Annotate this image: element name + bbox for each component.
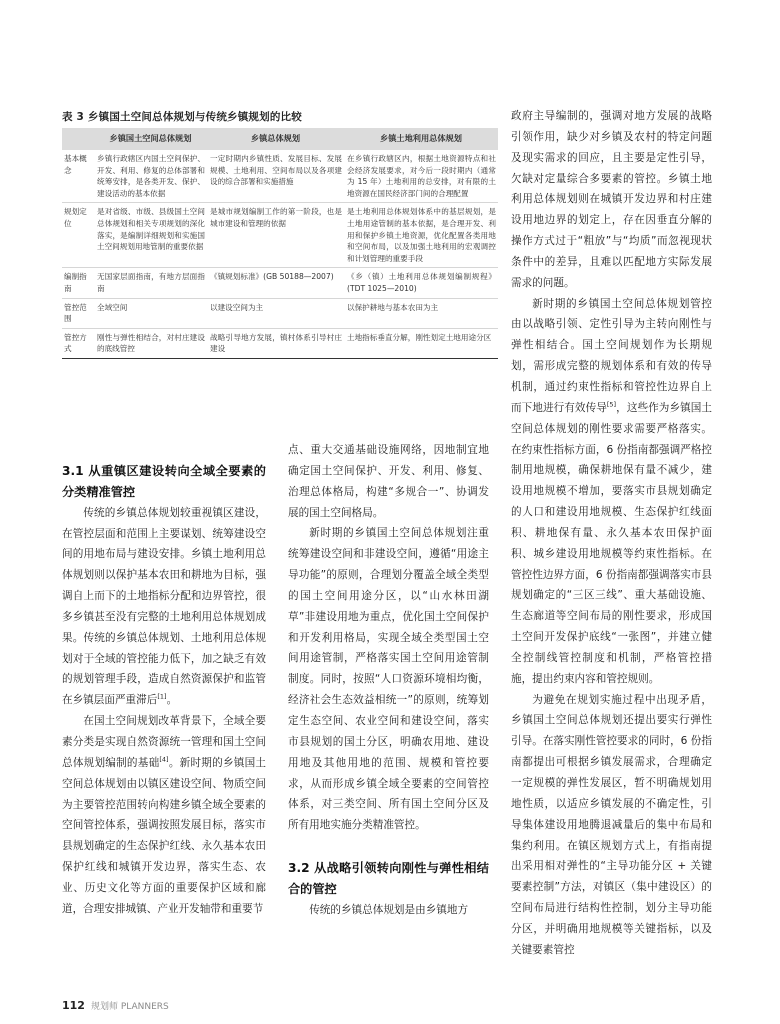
paragraph-text: ，这些作为乡镇国土空间总体规划的刚性要求需要严格落实。在约束性指标方面，6 份指南都强调严格控制用地规模，确保耕地保有量不减少，建设用地规模不增加，要落实市县规划确定的人口和建设用地规模、生态保护红线面积、耕地保有量、永久基本农田保护面积、城乡建设用地规模等约束性指标。在管控性边界方面，6 份指南都强调落实市县规划确定的“三区三线”、重大基础设施、生态廊道等空间布局的刚性要求，形成国土空间开发保护底线“一张图”，并建立健全控制线管控制度和机制，严格管控措施，提出约束内容和管控规则。 (511, 401, 712, 685)
table-cell: 以建设空间为主 (207, 298, 344, 328)
table-header-cell: 乡镇国土空间总体规划 (94, 128, 207, 150)
paragraph: 为避免在规划实施过程中出现矛盾，乡镇国土空间总体规划还提出要实行弹性引导。在落实刚性管控要求的同时，6 份指南都提出可根据乡镇发展需求，合理确定一定规模的弹性发展区，暂不明确规划用地性质，以适应乡镇发展的不确定性，引导集体建设用地腾退减量后的集中布局和集约利用。在镇区规划方式上，有指南提出采用相对弹性的“主导功能分区 + 关键要素控制”方法，对镇区（集中建设区）的空间布局进行结构性控制，划分主导功能分区，并明确用地规模等关键指标，以及关键要素管控 (511, 693, 712, 956)
citation-ref: [4] (159, 755, 169, 764)
row-label: 管控范围 (62, 298, 94, 328)
table-header-cell (62, 128, 94, 150)
table-cell: 《镇规划标准》(GB 50188—2007) (207, 268, 344, 298)
paragraph: 新时期的乡镇国土空间总体规划注重统筹建设空间和非建设空间，遵循“用途主导功能”的原则，合理划分覆盖全域全类型的国土空间用途分区，以“山水林田湖草”非建设用地为重点，优化国土空间保护和开发利用格局，实现全域全类型国土空间用途管制，严格落实国土空间用途管制制度。同时，按照“人口资源环境相均衡，经济社会生态效益相统一”的原则，统筹划定生态空间、农业空间和建设空间，落实市县规划的国土分区，明确农用地、建设用地及其他用地的范围、规模和管控要求，从而形成乡镇全域全要素的空间管控体系，对三类空间、所有国土空间分区及所有用地实施分类精准管控。 (288, 527, 489, 832)
table-header-cell: 乡镇土地利用总体规划 (344, 128, 498, 150)
table-row (62, 150, 498, 203)
table-row (62, 268, 498, 298)
table-cell: 是城市规划编制工作的第一阶段，也是城市建设和管理的依据 (207, 203, 344, 268)
citation-ref: [5] (606, 400, 617, 409)
table-row (62, 298, 498, 328)
table-cell: 以保护耕地与基本农田为主 (344, 298, 498, 328)
page-footer (62, 999, 169, 1012)
paragraph-text: 。 (166, 694, 178, 707)
table-cell: 是土地利用总体规划体系中的基层规划，是土地用途管制的基本依据，是合理开发、利用和保护乡镇土地资源，优化配置各类用地和空间布局，以及加强土地利用的宏观调控和计划管理的重要手段 (344, 203, 498, 268)
table-cell: 全域空间 (94, 298, 207, 328)
table-caption: 表 3 乡镇国土空间总体规划与传统乡镇规划的比较 (62, 111, 302, 123)
table-header-row (62, 128, 498, 150)
table-cell: 在乡镇行政辖区内，根据土地资源特点和社会经济发展要求，对今后一段时期内（通常为 15 年）土地利用的总安排，对有限的土地资源在国民经济部门间的合理配置 (344, 150, 498, 203)
paragraph: 政府主导编制的，强调对地方发展的战略引领作用，缺少对乡镇及农村的特定问题及现实需求的回应，且主要是定性引导，欠缺对定量综合多要素的管控。乡镇土地利用总体规划则在城镇开发边界和村庄建设用地边界的划定上，存在因垂直分解的操作方式过于“粗放”与“均质”而忽视现状条件中的差异，且难以匹配地方实际发展需求的问题。 (511, 110, 712, 289)
table-cell: 一定时期内乡镇性质、发展目标、发展规模、土地利用、空间布局以及各项建设的综合部署和实施措施 (207, 150, 344, 203)
section-heading: 3.1 从重镇区建设转向全域全要素的分类精准管控 (62, 464, 266, 499)
paragraph-text: 在国土空间规划改革背景下，全域全要素分类是实现自然资源统一管理和国土空间总体规划编制的基础 (62, 715, 266, 769)
paragraph-text: 。新时期的乡镇国土空间总体规划由以镇区建设空间、物质空间为主要管控范围转向构建乡镇全域全要素的空间管控体系，强调按照发展目标，落实市县规划确定的生态保护红线、永久基本农田保护红线和城镇开发边界，落实生态、农业、历史文化等方面的重要保护区域和廊道，合理安排城镇、产业开发轴带和重要节 (62, 756, 266, 915)
row-label: 编制指南 (62, 268, 94, 298)
paragraph: 传统的乡镇总体规划是由乡镇地方 (309, 903, 469, 916)
text-column-middle-lower (288, 858, 489, 921)
text-column-right (511, 106, 712, 961)
row-label: 基本概念 (62, 150, 94, 203)
table-cell: 无国家层面指南，有地方层面指南 (94, 268, 207, 298)
table-cell: 是对省级、市级、县级国土空间总体规划和相关专项规划的深化落实，是编制详细规划和实施国土空间规划用地管制的重要依据 (94, 203, 207, 268)
comparison-table (62, 128, 498, 359)
row-label: 规划定位 (62, 203, 94, 268)
table-cell: 战略引导地方发展，镇村体系引导村庄建设 (207, 328, 344, 358)
paragraph: 点、重大交通基础设施网络，因地制宜地确定国土空间保护、开发、利用、修复、治理总体格局，构建“多规合一”、协调发展的国土空间格局。 (288, 444, 489, 519)
table-row (62, 203, 498, 268)
section-heading: 3.2 从战略引领转向刚性与弹性相结合的管控 (288, 861, 489, 896)
text-column-middle (288, 440, 489, 836)
table-row (62, 328, 498, 358)
table-cell: 刚性与弹性相结合，对村庄建设的底线管控 (94, 328, 207, 358)
table-cell: 《乡（镇）土地利用总体规划编制规程》(TDT 1025—2010) (344, 268, 498, 298)
paragraph (511, 294, 712, 690)
paragraph-text: 新时期的乡镇国土空间总体规划管控由以战略引领、定性引导为主转向刚性与弹性相结合。国土空间规划作为长期规划，需形成完整的规划体系和有效的传导机制，通过约束性指标和管控性边界自上而下地进行有效传导 (511, 297, 712, 414)
paragraph-text: 传统的乡镇总体规划较重视镇区建设，在管控层面和范围上主要谋划、统筹建设空间的用地布局与建设安排。乡镇土地利用总体规划则以保护基本农田和耕地为目标，强调自上而下的土地指标分配和边界管控，很多乡镇甚至没有完整的土地利用总体规划成果。传统的乡镇总体规划、土地利用总体规划对于全域的管控能力低下，加之缺乏有效的规划管理手段，造成自然资源保护和监管在乡镇层面严重滞后 (62, 506, 266, 707)
table-cell: 乡镇行政辖区内国土空间保护、开发、利用、修复的总体部署和统筹安排，是各类开发、保护、建设活动的基本依据 (94, 150, 207, 203)
row-label: 管控方式 (62, 328, 94, 358)
table-header-cell: 乡镇总体规划 (207, 128, 344, 150)
paragraph (62, 711, 266, 919)
citation-ref: [1] (157, 692, 167, 701)
table-cell: 土地指标垂直分解，刚性划定土地用途分区 (344, 328, 498, 358)
paragraph (62, 503, 266, 711)
magazine-name: 规划师 PLANNERS (90, 1002, 169, 1012)
page-number: 112 (62, 999, 85, 1012)
text-column-left (62, 461, 266, 920)
